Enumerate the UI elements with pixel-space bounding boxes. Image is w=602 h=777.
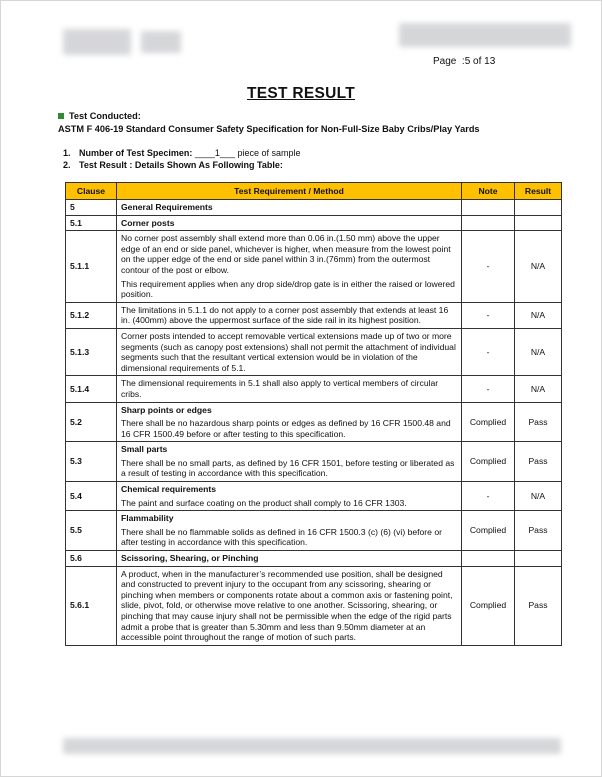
clause-cell: 5.1.4 (66, 376, 117, 402)
table-row (66, 302, 562, 328)
requirement-text: There shall be no hazardous sharp points or edges as defined by 16 CFR 1500.48 and 16 CFR 1500.49 before or after testing to this specification. (121, 418, 451, 439)
clause-cell: 5.2 (66, 402, 117, 442)
table-row (66, 551, 562, 567)
standard-title: ASTM F 406-19 Standard Consumer Safety Specification for Non-Full-Size Baby Cribs/Play Yards (58, 124, 480, 134)
table-row (66, 511, 562, 551)
requirement-text: There shall be no flammable solids as defined in 16 CFR 1500.3 (c) (6) (vi) before or after testing in accordance with this specification. (121, 526, 442, 548)
table-body (66, 200, 562, 646)
note-cell: - (462, 231, 515, 303)
note-cell: Complied (462, 402, 515, 442)
note-cell: Complied (462, 442, 515, 482)
requirement-cell (117, 482, 462, 511)
requirement-cell (117, 231, 462, 303)
requirement-text: Corner posts intended to accept removable vertical extensions made up of two or more segments (such as canopy post extensions) shall not permit the attachment of individual segments such that the resultant vertical extension would be in violation of the dimensional requirements of 5.1. (121, 330, 456, 373)
info-list (63, 147, 301, 171)
table-row (66, 442, 562, 482)
requirement-cell: Scissoring, Shearing, or Pinching (117, 551, 462, 567)
result-cell: Pass (515, 442, 562, 482)
requirement-heading: Small parts (121, 444, 168, 455)
result-cell: N/A (515, 376, 562, 402)
result-cell (515, 200, 562, 216)
redacted-logo (63, 29, 131, 55)
table-row (66, 200, 562, 216)
result-cell: N/A (515, 302, 562, 328)
column-header-requirement: Test Requirement / Method (117, 183, 462, 200)
requirement-cell: General Requirements (117, 200, 462, 216)
clause-cell: 5.6.1 (66, 566, 117, 645)
clause-cell: 5.4 (66, 482, 117, 511)
result-cell (515, 215, 562, 231)
requirement-cell (117, 376, 462, 402)
clause-cell: 5.1.2 (66, 302, 117, 328)
table-row (66, 328, 562, 375)
note-cell (462, 200, 515, 216)
requirement-text: There shall be no small parts, as defined by 16 CFR 1501, before testing or liberated as a result of testing in accordance with this specification. (121, 457, 455, 479)
clause-cell: 5 (66, 200, 117, 216)
clause-cell: 5.5 (66, 511, 117, 551)
requirement-cell (117, 442, 462, 482)
table-row (66, 231, 562, 303)
page-number: Page :5 of 13 (433, 56, 496, 67)
redacted-report-number (399, 23, 571, 47)
table-row (66, 215, 562, 231)
requirement-text: No corner post assembly shall extend more than 0.06 in.(1.50 mm) above the upper edge of an end or side panel, whichever is higher, when measure from the lowest point on the upper edge of the end or side panel within 3 in.(76mm) from the outermost contour of the post or elbow. (121, 233, 451, 275)
list-item: 1. Number of Test Specimen: ____1___ piece of sample (63, 148, 301, 158)
result-cell: Pass (515, 402, 562, 442)
note-cell (462, 215, 515, 231)
clause-cell: 5.1 (66, 215, 117, 231)
column-header-clause: Clause (66, 183, 117, 200)
column-header-result: Result (515, 183, 562, 200)
clause-cell: 5.1.1 (66, 231, 117, 303)
requirement-cell: Corner posts (117, 215, 462, 231)
result-cell: N/A (515, 231, 562, 303)
test-result-table (65, 182, 562, 646)
requirement-heading: Flammability (121, 513, 174, 524)
result-cell (515, 551, 562, 567)
note-cell: - (462, 482, 515, 511)
table-row (66, 566, 562, 645)
requirement-cell (117, 566, 462, 645)
result-cell: Pass (515, 566, 562, 645)
result-cell: N/A (515, 328, 562, 375)
table-row (66, 482, 562, 511)
bullet-icon (58, 113, 64, 119)
requirement-text: A product, when in the manufacturer’s recommended use position, shall be designed and constructed to prevent injury to the occupant from any scissoring, shearing or pinching when members or components rotate about a common axis or fastening point, slide, pivot, fold, or otherwise move relative to one another. Scissoring, shearing, or pinching that may cause injury shall not be permissible when the edge of the rigid parts admit a probe that is greater than 5.30mm and less than 9.50mm diameter at an accessible point throughout the range of motion of such parts. (121, 568, 453, 643)
note-cell: - (462, 302, 515, 328)
redacted-footer (63, 738, 561, 754)
requirement-cell (117, 402, 462, 442)
result-cell: Pass (515, 511, 562, 551)
requirement-text: The paint and surface coating on the product shall comply to 16 CFR 1303. (121, 497, 407, 508)
page-title: TEST RESULT (246, 85, 356, 102)
note-cell: - (462, 376, 515, 402)
clause-cell: 5.1.3 (66, 328, 117, 375)
table-header-row (66, 183, 562, 200)
requirement-heading: Sharp points or edges (121, 404, 212, 415)
requirement-cell (117, 328, 462, 375)
redacted-logo (141, 31, 181, 53)
clause-cell: 5.3 (66, 442, 117, 482)
table-row (66, 376, 562, 402)
requirement-text: The limitations in 5.1.1 do not apply to a corner post assembly that extends at least 16 in. (400mm) above the uppermost surface of the side rail in its highest position. (121, 304, 449, 326)
result-cell: N/A (515, 482, 562, 511)
requirement-heading: Chemical requirements (121, 484, 217, 495)
note-cell (462, 551, 515, 567)
column-header-note: Note (462, 183, 515, 200)
note-cell: Complied (462, 511, 515, 551)
requirement-cell (117, 302, 462, 328)
table-row (66, 402, 562, 442)
requirement-cell (117, 511, 462, 551)
note-cell: Complied (462, 566, 515, 645)
requirement-text: This requirement applies when any drop side/drop gate is in either the raised or lowered position. (121, 278, 455, 300)
list-item: 2. Test Result : Details Shown As Following Table: (63, 160, 283, 170)
test-conducted-label: Test Conducted: (58, 111, 141, 121)
note-cell: - (462, 328, 515, 375)
clause-cell: 5.6 (66, 551, 117, 567)
requirement-text: The dimensional requirements in 5.1 shall also apply to vertical members of circular cribs. (121, 378, 439, 399)
